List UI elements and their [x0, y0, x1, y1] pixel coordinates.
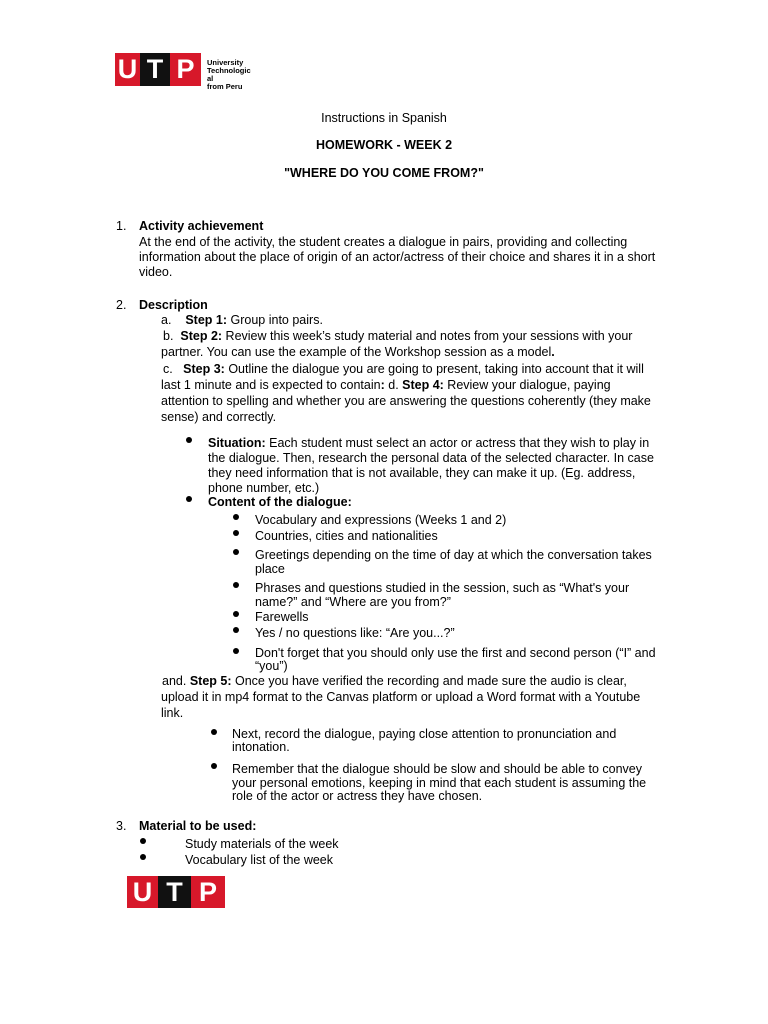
bullet-icon — [211, 729, 217, 735]
step-c-line2: last 1 minute and is expected to contain: d. Step 4: Review your dialogue, paying — [161, 378, 611, 392]
step-a: a. Step 1: Group into pairs. — [161, 313, 323, 327]
logo-letter-t: T — [140, 53, 170, 86]
homework-title: HOMEWORK - WEEK 2 — [315, 138, 453, 152]
logo-letter-t: T — [158, 876, 191, 908]
bullet-icon — [233, 582, 239, 588]
step-b-line1: b. Step 2: Review this week’s study material and notes from your sessions with your — [163, 329, 633, 343]
section1-heading: Activity achievement — [139, 219, 264, 233]
utp-logo-footer — [127, 876, 225, 908]
content-item: Phrases and questions studied in the session, such as “What's your name?” and “Where are you from?” — [255, 581, 630, 609]
logo-caption: University Technologic al from Peru — [207, 58, 251, 91]
section1-body: At the end of the activity, the student creates a dialogue in pairs, providing and collecting information about the place of origin of an actor/actress of their choice and shares it in a short video. — [139, 235, 656, 279]
step-c-line3: attention to spelling and whether you are answering the questions coherently (they make — [161, 394, 651, 408]
bullet-icon — [233, 549, 239, 555]
content-item: Countries, cities and nationalities — [255, 529, 438, 543]
content-item: Yes / no questions like: “Are you...?” — [255, 626, 455, 640]
material-item: Study materials of the week — [185, 837, 339, 851]
bullet-icon — [140, 838, 146, 844]
section3-number: 3. — [116, 819, 127, 833]
question-title: "WHERE DO YOU COME FROM?" — [284, 166, 484, 180]
logo-letter-p: P — [198, 876, 217, 907]
bullet-icon — [233, 530, 239, 536]
final-bullet: Next, record the dialogue, paying close attention to pronunciation and intonation. — [232, 727, 617, 754]
logo-letter-u: U — [132, 876, 153, 907]
step5-line1: and. Step 5: Once you have verified the recording and made sure the audio is clear, — [162, 674, 627, 688]
instructions-title: Instructions in Spanish — [321, 111, 447, 125]
content-item: Vocabulary and expressions (Weeks 1 and 2) — [255, 513, 507, 527]
bullet-icon — [140, 854, 146, 860]
situation-paragraph: Situation: Each student must select an actor or actress that they wish to play in the dialogue. Then, research the personal data of the selected character. In case they need information that is not available, they can make it up. (Eg. address, phone number, etc.) — [208, 436, 654, 495]
section3-heading: Material to be used: — [139, 819, 257, 833]
logo-letter-u: U — [117, 54, 138, 84]
content-item: Farewells — [255, 610, 309, 624]
content-item: Don't forget that you should only use the first and second person (“I” and “you”) — [255, 646, 656, 673]
logo-letter-p: P — [176, 54, 195, 84]
content-item: Greetings depending on the time of day at which the conversation takes place — [255, 548, 652, 576]
step5-line3: link. — [161, 706, 184, 720]
bullet-icon — [186, 437, 192, 443]
step5-line2: upload it in mp4 format to the Canvas platform or upload a Word format with a Youtube — [161, 690, 641, 704]
step-c-line4: sense) and correctly. — [161, 410, 277, 424]
bullet-icon — [211, 763, 217, 769]
bullet-icon — [233, 627, 239, 633]
bullet-icon — [186, 496, 192, 502]
section2-number: 2. — [116, 298, 127, 312]
final-bullet: Remember that the dialogue should be slow and should be able to convey your personal emotions, keeping in mind that each student is assuming the role of the actor or actress they have chosen. — [232, 762, 647, 803]
material-item: Vocabulary list of the week — [185, 853, 333, 867]
step-b-line2: partner. You can use the example of the Workshop session as a model. — [161, 345, 555, 359]
content-heading: Content of the dialogue: — [208, 495, 352, 509]
section1-number: 1. — [116, 219, 127, 233]
step-c-line1: c. Step 3: Outline the dialogue you are going to present, taking into account that it will — [163, 362, 644, 376]
utp-logo-header — [115, 53, 201, 86]
bullet-icon — [233, 611, 239, 617]
bullet-icon — [233, 514, 239, 520]
bullet-icon — [233, 648, 239, 654]
section2-heading: Description — [139, 298, 208, 312]
